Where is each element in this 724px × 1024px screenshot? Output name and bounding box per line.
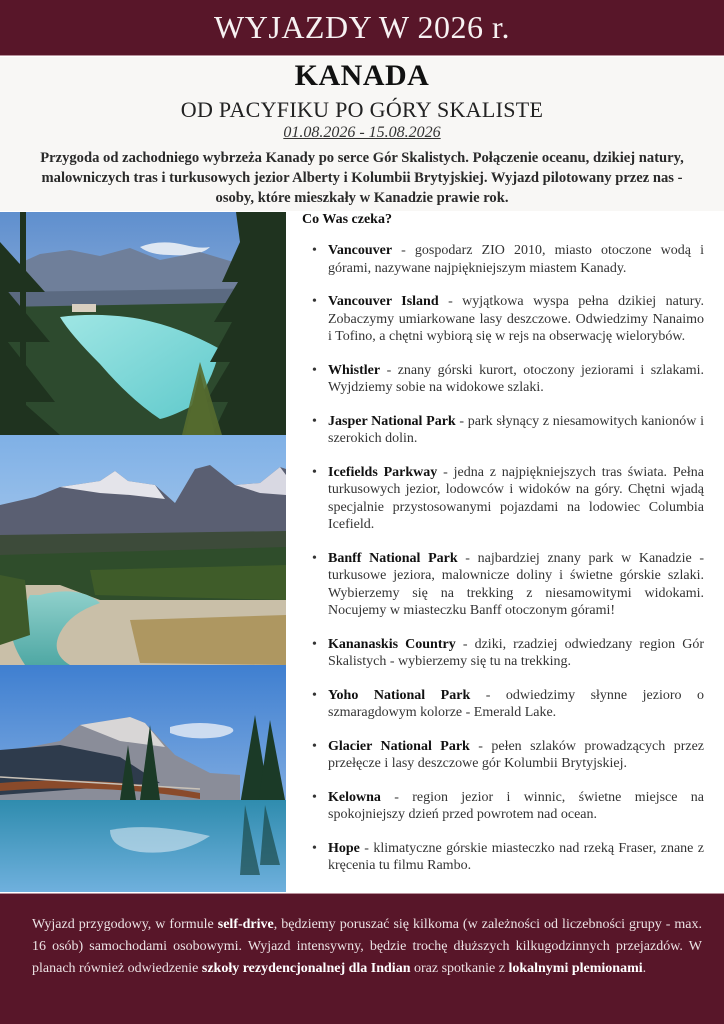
itinerary-item <box>298 413 704 448</box>
itinerary-item-desc: - jedna z najpiękniejszych tras świata. Pełna turkusowych jezior, lodowców i widoków na góry. Chętni wjadą specjalnie przystosowanymi pojazdami na lodowiec Columbia Icefield. <box>328 464 704 532</box>
footer-highlight: self-drive <box>217 917 274 932</box>
trip-dates: 01.08.2026 - 15.08.2026 <box>283 124 441 141</box>
itinerary-item-name: Hope <box>328 840 360 856</box>
itinerary-item-name: Icefields Parkway <box>328 464 438 480</box>
lake-photo-image <box>0 212 286 435</box>
trip-subtitle: OD PACYFIKU PO GÓRY SKALISTE <box>180 97 544 122</box>
footer-description <box>32 914 702 980</box>
itinerary-item <box>298 550 704 620</box>
itinerary-item-desc: - odwiedzimy słynne jezioro o szmaragdowym kolorze - Emerald Lake. <box>328 687 705 720</box>
itinerary-item <box>298 840 704 875</box>
photo-column <box>0 212 286 892</box>
itinerary-item <box>298 789 704 824</box>
page-header-title: WYJAZDY W 2026 r. <box>214 9 510 45</box>
footer-highlight: szkoły rezydencjonalnej dla Indian <box>201 961 411 976</box>
itinerary-item-desc: - klimatyczne górskie miasteczko nad rzeką Fraser, znane z kręcenia tu filmu Rambo. <box>328 840 704 873</box>
itinerary-item-desc: - pełen szlaków prowadzących przez przełęcze i lasy deszczowe gór Kolumbii Brytyjskiej. <box>328 738 704 771</box>
country-title: KANADA <box>294 59 430 92</box>
itinerary-item-name: Jasper National Park <box>328 413 456 429</box>
itinerary-item-desc: - najbardziej znany park w Kanadzie - turkusowe jeziora, malownicze doliny i świetne górskie szlaki. Wybierzemy się na trekking z niesamowitymi widokami. Nocujemy w miasteczku Banff otoczonym górami! <box>328 550 705 618</box>
itinerary-section <box>298 212 704 891</box>
itinerary-item-name: Banff National Park <box>328 550 458 566</box>
footer-text-segment: Wyjazd przygodowy, w formule <box>32 917 218 932</box>
itinerary-list <box>298 242 704 875</box>
itinerary-item <box>298 636 704 671</box>
itinerary-item-name: Yoho National Park <box>328 687 471 703</box>
photo-lake <box>0 212 286 435</box>
itinerary-item-desc: - region jezior i winnic, świetne miejsce na spokojniejszy dzień przed powrotem nad ocean. <box>328 789 704 822</box>
itinerary-item-name: Vancouver <box>328 243 393 258</box>
itinerary-item-name: Whistler <box>328 362 381 378</box>
footer-text-segment: . <box>642 961 647 976</box>
itinerary-item-desc: - znany górski kurort, otoczony jeziorami i szlakami. Wyjdziemy sobie na widokowe szlaki. <box>328 362 704 395</box>
itinerary-item <box>298 738 704 773</box>
itinerary-item-name: Kelowna <box>328 789 381 805</box>
photo-bridge <box>0 665 286 892</box>
itinerary-item-desc: - dziki, rzadziej odwiedzany region Gór Skalistych - wybierzemy się tu na trekking. <box>328 636 704 669</box>
footer-text-segment: oraz spotkanie z <box>410 961 509 976</box>
itinerary-item <box>298 687 704 722</box>
intro-section <box>0 57 724 211</box>
itinerary-item-desc: - wyjątkowa wyspa pełna dzikiej natury. Zobaczymy umiarkowane lasy deszczowe. Odwiedzimy Nanaimo i Tofino, a chętni wybiorą się w rejs na obserwację wielorybów. <box>328 294 704 344</box>
footer-text-segment: , będziemy poruszać się kilkoma (w zależności od liczebności grupy - max. 16 osób) samochodami osobowymi. Wyjazd intensywny, będzie trochę dłuższych kilkugodzinnych przejazdów. W planach również odwiedzenie <box>32 917 702 976</box>
itinerary-item <box>298 242 704 277</box>
bridge-photo-image <box>0 665 286 892</box>
itinerary-heading: Co Was czeka? <box>302 212 392 227</box>
itinerary-item-desc: - park słynący z niesamowitych kanionów i szerokich dolin. <box>328 413 704 446</box>
itinerary-item-name: Vancouver Island <box>328 294 439 309</box>
itinerary-item <box>298 362 704 397</box>
footer-band <box>0 893 724 1024</box>
trip-lead: Przygoda od zachodniego wybrzeża Kanady po serce Gór Skalistych. Połączenie oceanu, dzikiej natury, malowniczych tras i turkusowych jezior Alberty i Kolumbii Brytyjskiej. Wyjazd pilotowany przez nas - osoby, które mieszkały w Kanadzie prawie rok. <box>40 150 684 206</box>
itinerary-item-desc: - gospodarz ZIO 2010, miasto otoczone wodą i górami, nazywane najpiękniejszym miastem Kanady. <box>328 243 704 276</box>
river-photo-image <box>0 435 286 665</box>
itinerary-item-name: Kananaskis Country <box>328 636 456 652</box>
itinerary-item <box>298 464 704 534</box>
itinerary-item-name: Glacier National Park <box>328 738 470 754</box>
footer-highlight: lokalnymi plemionami <box>508 961 643 976</box>
itinerary-item <box>298 293 704 346</box>
header-band <box>0 0 724 56</box>
photo-river <box>0 435 286 665</box>
